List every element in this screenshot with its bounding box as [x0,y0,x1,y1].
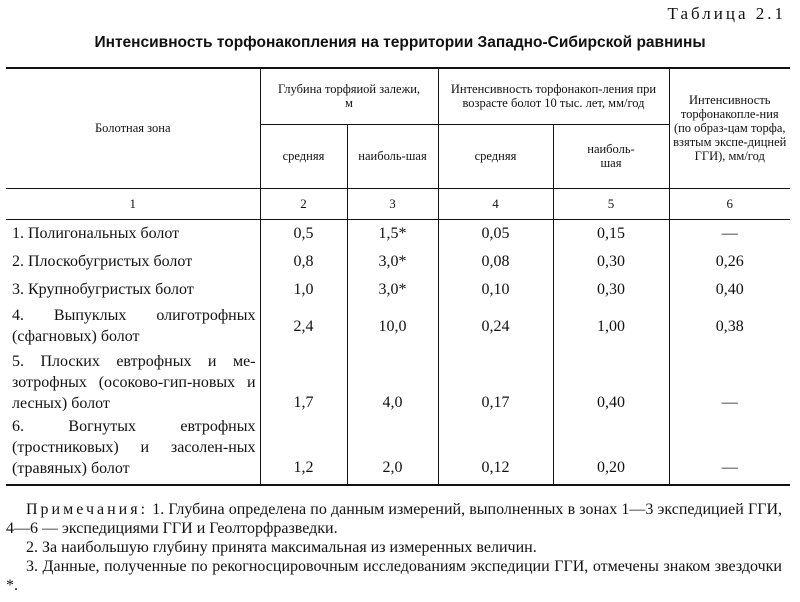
notes-label: Примечания: [26,501,149,518]
header-depth-group: Глубина торфяиой залежи, м [260,68,438,124]
depth-average-value: 1,0 [260,275,347,303]
intensity-average-value: 0,12 [438,415,553,485]
column-number: 1 [6,188,260,219]
header-intensity-group: Интенсивность торфонакоп-ления при возрасте болот 10 тыс. лет, мм/год [438,68,669,124]
table-row [6,275,790,303]
depth-max-value: 3,0* [347,247,438,275]
header-intensity-average: средняя [438,124,553,188]
zone-name: 5. Плоских евтрофных и ме-зотрофных (осоково-гип-новых и лесных) болот [12,352,256,412]
column-number-row [6,188,790,219]
column-number: 4 [438,188,553,219]
intensity-max-value: 0,30 [553,275,669,303]
header-sample-intensity: Интенсивность торфонакопле-ния (по образ-цам торфа, взятым экспе-дицней ГГИ), мм/год [669,68,790,188]
header-zone: Болотная зона [6,68,260,188]
depth-average-value: 1,7 [260,349,347,415]
header-intensity-max: наиболь-шая [553,124,669,188]
depth-max-value: 2,0 [347,415,438,485]
zone-name: 6. Вогнутых евтрофных (тростниковых) и засолен-ных (травяных) болот [6,415,260,485]
table-notes [6,500,782,595]
header-depth-average: средняя [260,124,347,188]
note-2: 2. За наибольшую глубину принята максимальная из измеренных величин. [26,539,537,556]
peat-accumulation-table [6,67,790,486]
zone-name: 3. Крупнобугристых болот [12,280,194,298]
sample-intensity-value: 0,26 [669,247,790,275]
depth-average-value: 1,2 [260,415,347,485]
intensity-average-value: 0,10 [438,275,553,303]
column-number: 3 [347,188,438,219]
table-row [6,415,790,485]
intensity-max-value: 0,30 [553,247,669,275]
sample-intensity-value: — [669,415,790,485]
table-row [6,349,790,415]
intensity-max-value: 0,20 [553,415,669,485]
depth-max-value: 3,0* [347,275,438,303]
column-number: 6 [669,188,790,219]
sample-intensity-value: — [669,349,790,415]
zone-name: 2. Плоскобугристых болот [12,252,193,270]
depth-average-value: 0,8 [260,247,347,275]
table-row [6,247,790,275]
intensity-average-value: 0,08 [438,247,553,275]
intensity-average-value: 0,24 [438,303,553,349]
column-number: 5 [553,188,669,219]
depth-max-value: 4,0 [347,349,438,415]
depth-max-value: 1,5* [347,219,438,247]
intensity-max-value: 0,40 [553,349,669,415]
header-depth-max: наиболь-шая [347,124,438,188]
sample-intensity-value: 0,38 [669,303,790,349]
note-1 [6,500,782,538]
table-row [6,219,790,247]
zone-name: 1. Полигональных болот [12,224,180,242]
depth-max-value: 10,0 [347,303,438,349]
table-row [6,303,790,349]
zone-name: 4. Выпуклых олиготрофных (сфагновых) болот [12,307,256,345]
table-caption: Интенсивность торфонакопления на территории Западно-Сибирской равнины [94,34,706,51]
intensity-max-value: 1,00 [553,303,669,349]
intensity-average-value: 0,17 [438,349,553,415]
depth-average-value: 0,5 [260,219,347,247]
column-number: 2 [260,188,347,219]
intensity-max-value: 0,15 [553,219,669,247]
depth-average-value: 2,4 [260,303,347,349]
table-number-label: Таблица 2.1 [667,4,786,23]
note-3: 3. Данные, полученные по рекогносцировочным исследованиям экспедиции ГГИ, отмечены знаком звездочки *. [6,558,782,594]
intensity-average-value: 0,05 [438,219,553,247]
sample-intensity-value: 0,40 [669,275,790,303]
note-1-text: 1. Глубина определена по данным измерений, выполненных в зонах 1—3 экспедицией ГГИ, 4—6 — экспедициями ГГИ и Геолторфразведки. [6,501,783,537]
sample-intensity-value: — [669,219,790,247]
